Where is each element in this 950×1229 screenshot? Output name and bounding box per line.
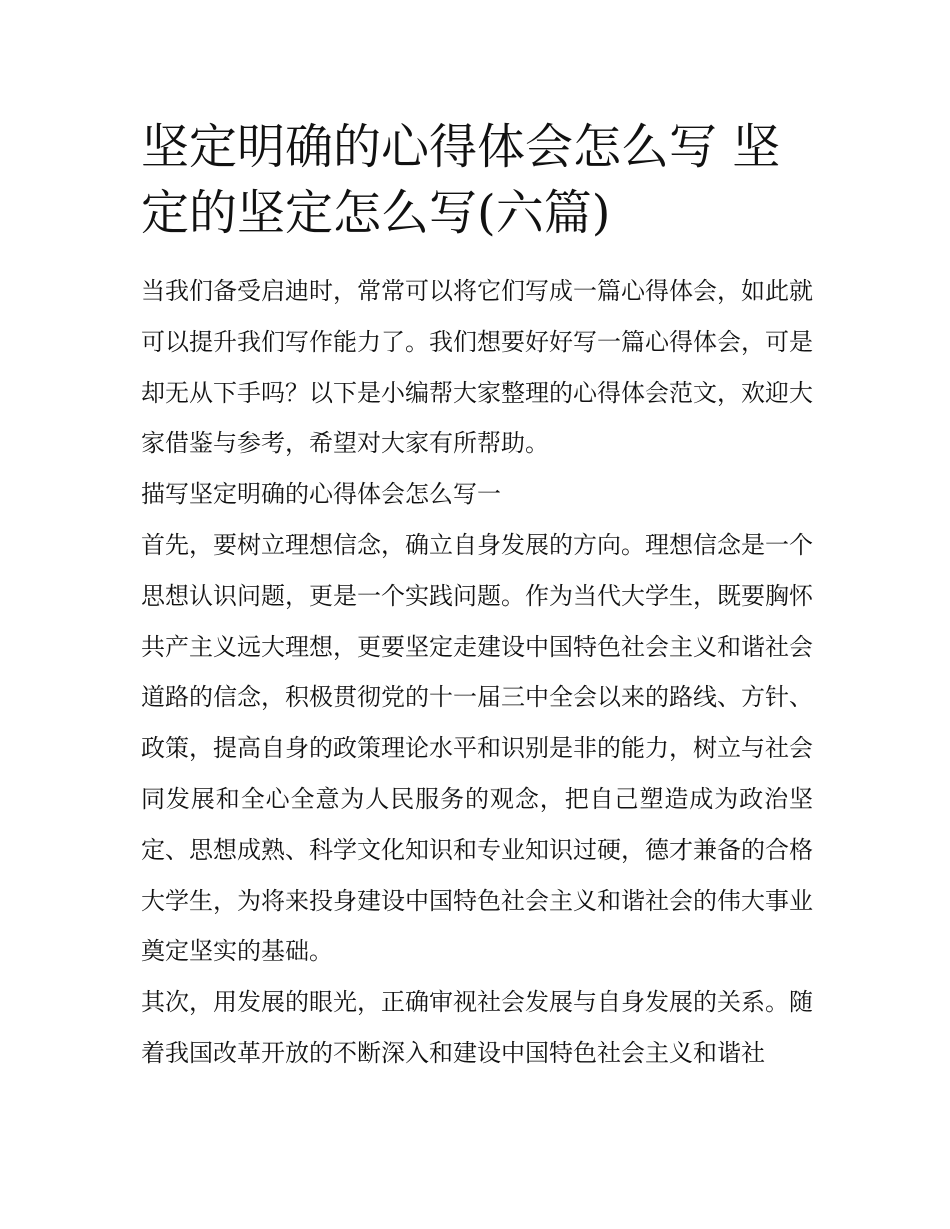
- document-body: [141, 266, 813, 1079]
- section-heading: 描写坚定明确的心得体会怎么写一: [141, 480, 501, 509]
- paragraph-second: 其次，用发展的眼光，正确审视社会发展与自身发展的关系。随着我国改革开放的不断深入和建设中国特色社会主义和谐社: [141, 988, 813, 1067]
- paragraph-intro: 当我们备受启迪时，常常可以将它们写成一篇心得体会，如此就可以提升我们写作能力了。我们想要好好写一篇心得体会，可是却无从下手吗？以下是小编帮大家整理的心得体会范文，欢迎大家借鉴与参考，希望对大家有所帮助。: [141, 277, 813, 458]
- document-content: [141, 114, 813, 1079]
- paragraph-first: 首先，要树立理想信念，确立自身发展的方向。理想信念是一个思想认识问题，更是一个实践问题。作为当代大学生，既要胸怀共产主义远大理想，更要坚定走建设中国特色社会主义和谐社会道路的信念，积极贯彻党的十一届三中全会以来的路线、方针、政策，提高自身的政策理论水平和识别是非的能力，树立与社会同发展和全心全意为人民服务的观念，把自己塑造成为政治坚定、思想成熟、科学文化知识和专业知识过硬，德才兼备的合格大学生，为将来投身建设中国特色社会主义和谐社会的伟大事业奠定坚实的基础。: [141, 530, 813, 966]
- document-title: 坚定明确的心得体会怎么写 坚定的坚定怎么写(六篇): [141, 119, 781, 241]
